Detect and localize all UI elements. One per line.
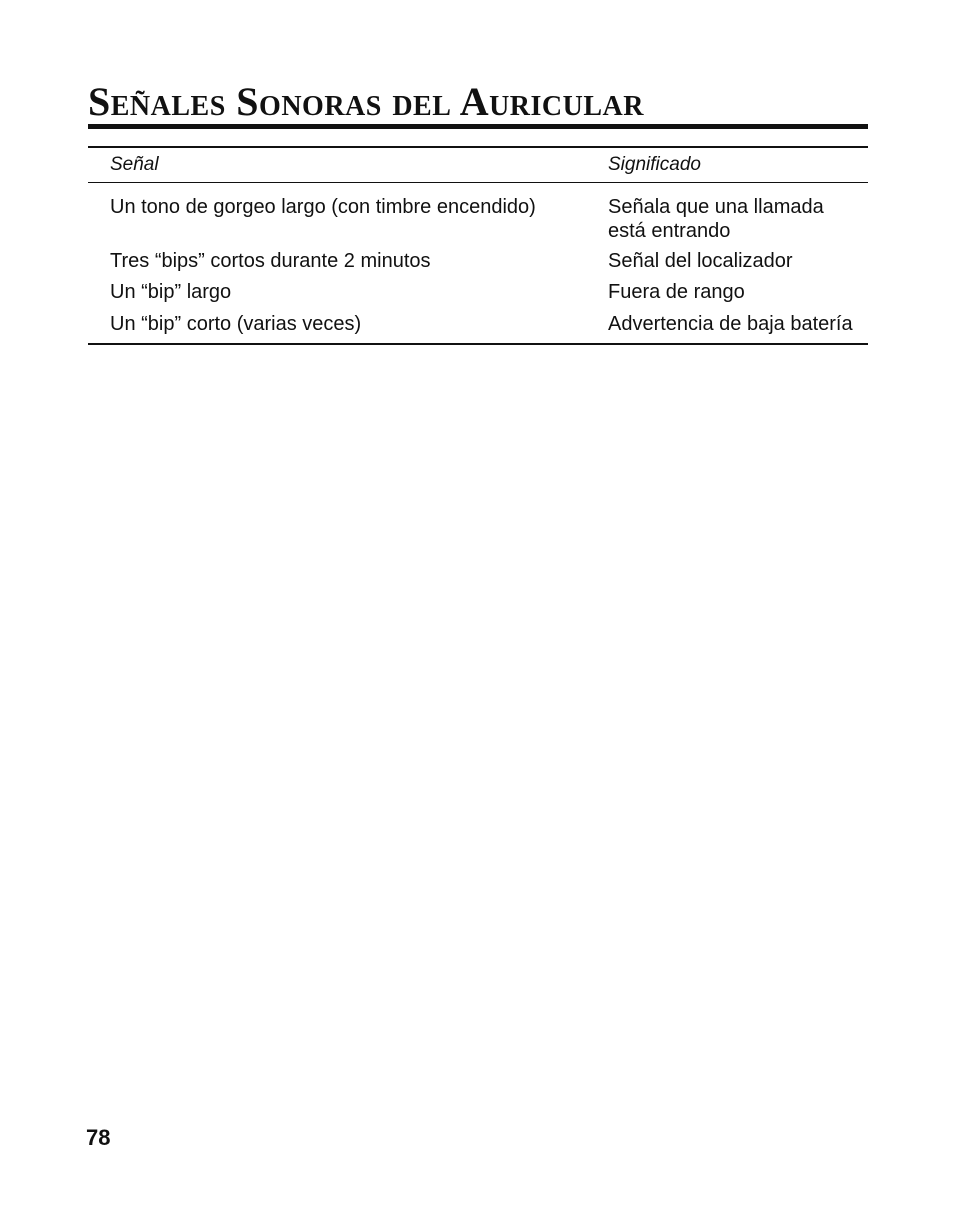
column-header-meaning: Significado	[608, 154, 701, 175]
header-rule	[88, 182, 868, 183]
table-row-meaning: Señal del localizador	[608, 250, 793, 272]
table-row-meaning-line: Señala que una llamada	[608, 196, 824, 218]
table-row-signal: Un tono de gorgeo largo (con timbre encendido)	[110, 196, 536, 218]
table-row-meaning: Fuera de rango	[608, 281, 745, 303]
table-row-meaning	[608, 195, 824, 243]
column-header-signal: Señal	[110, 154, 159, 175]
page-number: 78	[86, 1125, 111, 1150]
table-bottom-rule	[88, 343, 868, 345]
table-row-meaning: Advertencia de baja batería	[608, 313, 853, 335]
table-top-rule	[88, 146, 868, 148]
table-row-signal: Un “bip” largo	[110, 281, 232, 303]
table-row-signal: Un “bip” corto (varias veces)	[110, 313, 362, 335]
table-row-meaning-line: está entrando	[608, 220, 731, 242]
title-rule	[88, 124, 868, 129]
page-title: Señales Sonoras del Auricular	[88, 79, 644, 124]
table-row-signal: Tres “bips” cortos durante 2 minutos	[110, 250, 431, 272]
